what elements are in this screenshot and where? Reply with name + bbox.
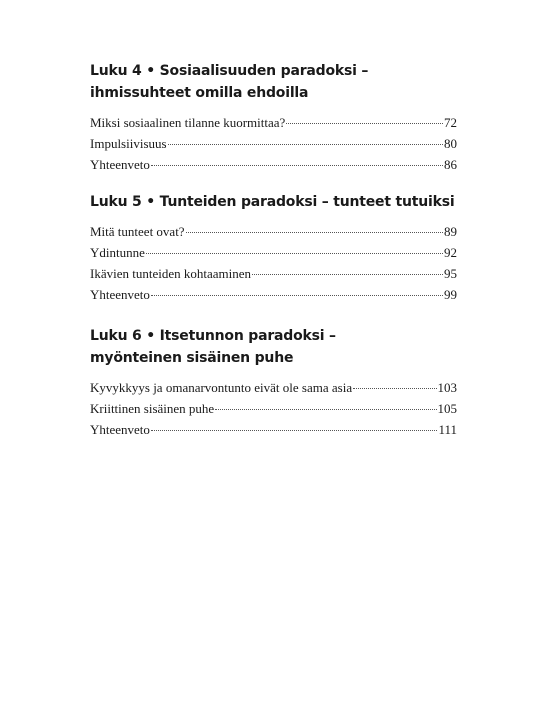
chapter-title-line: myönteinen sisäinen puhe: [90, 350, 294, 366]
chapter-title-line: Luku 5 • Tunteiden paradoksi – tunteet tutuiksi: [90, 194, 455, 210]
toc-entry-label: Ydintunne: [90, 245, 145, 260]
dot-leader: [353, 388, 436, 389]
toc-entry[interactable]: [90, 221, 457, 242]
toc-entry-page: 89: [444, 224, 457, 239]
toc-entry-page: 92: [444, 245, 457, 260]
dot-leader: [286, 123, 443, 124]
toc-entry-page: 105: [437, 401, 457, 416]
toc-entry-label: Yhteenveto: [90, 287, 150, 302]
dot-leader: [168, 144, 443, 145]
chapter-4-section: [90, 60, 457, 175]
chapter-title-line: Luku 4 • Sosiaalisuuden paradoksi –: [90, 63, 369, 79]
dot-leader: [215, 409, 436, 410]
dot-leader: [146, 253, 443, 254]
toc-entries: [90, 221, 457, 305]
toc-entry[interactable]: [90, 419, 457, 440]
toc-entry-label: Miksi sosiaalinen tilanne kuormittaa?: [90, 115, 286, 130]
chapter-title: [90, 60, 457, 104]
toc-entry-label: Kyvykkyys ja omanarvontunto eivät ole sama asia: [90, 380, 353, 395]
toc-entry-label: Kriittinen sisäinen puhe: [90, 401, 215, 416]
toc-entry-label: Yhteenveto: [90, 157, 150, 172]
toc-entry[interactable]: [90, 263, 457, 284]
toc-entry[interactable]: [90, 398, 457, 419]
toc-entry-page: 72: [444, 115, 457, 130]
dot-leader: [151, 165, 443, 166]
toc-entry[interactable]: [90, 377, 457, 398]
dot-leader: [252, 274, 443, 275]
dot-leader: [151, 430, 438, 431]
dot-leader: [186, 232, 443, 233]
chapter-title: [90, 191, 457, 213]
toc-entry-page: 99: [444, 287, 457, 302]
toc-entry[interactable]: [90, 154, 457, 175]
toc-entries: [90, 377, 457, 440]
toc-entry[interactable]: [90, 133, 457, 154]
toc-entry-label: Impulsiivisuus: [90, 136, 167, 151]
chapter-title-line: ihmissuhteet omilla ehdoilla: [90, 85, 309, 101]
toc-entry-label: Ikävien tunteiden kohtaaminen: [90, 266, 252, 281]
toc-entry-label: Mitä tunteet ovat?: [90, 224, 185, 239]
chapter-title-line: Luku 6 • Itsetunnon paradoksi –: [90, 328, 336, 344]
dot-leader: [151, 295, 443, 296]
toc-entry-page: 80: [444, 136, 457, 151]
toc-entry[interactable]: [90, 284, 457, 305]
toc-entry-page: 103: [437, 380, 457, 395]
chapter-5-section: [90, 191, 457, 305]
toc-entry-page: 95: [444, 266, 457, 281]
toc-entry-page: 111: [438, 422, 457, 437]
toc-entry[interactable]: [90, 112, 457, 133]
chapter-6-section: [90, 325, 457, 440]
toc-entry[interactable]: [90, 242, 457, 263]
toc-entries: [90, 112, 457, 175]
chapter-title: [90, 325, 457, 369]
toc-entry-label: Yhteenveto: [90, 422, 150, 437]
toc-entry-page: 86: [444, 157, 457, 172]
